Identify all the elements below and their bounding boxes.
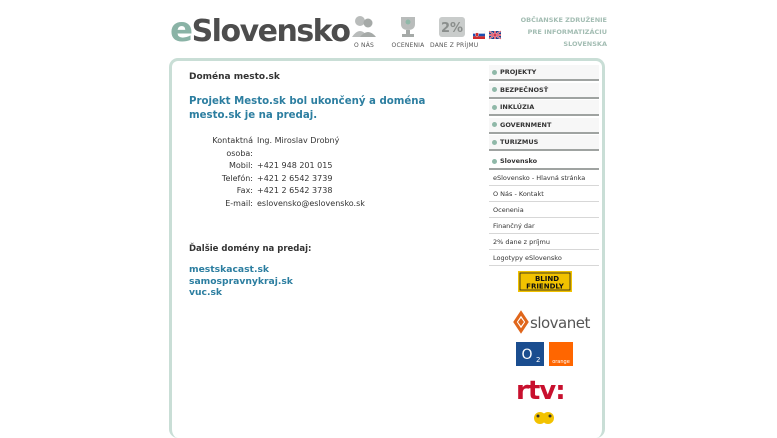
email-link[interactable]: eslovensko@eslovensko.sk xyxy=(257,198,365,208)
site-header xyxy=(0,0,777,58)
more-domains-title: Ďalšie domény na predaj: xyxy=(189,244,312,254)
nav-tax-label: DANE Z PRÍJMU xyxy=(430,42,479,49)
main-content xyxy=(189,72,479,299)
page-title: Doména mesto.sk xyxy=(189,72,280,82)
bullet-icon xyxy=(492,159,497,164)
contact-value: Ing. Miroslav Drobný xyxy=(257,136,340,145)
sidebar-item-government[interactable] xyxy=(489,118,599,134)
contact-key: E-mail: xyxy=(225,198,253,208)
english-flag-icon[interactable] xyxy=(489,24,501,32)
org-line-1: OBČIANSKE ZDRUŽENIE xyxy=(520,16,607,24)
logo-e: e xyxy=(170,10,192,50)
o2-logo[interactable] xyxy=(516,342,544,370)
bullet-icon xyxy=(492,87,497,92)
sidebar-item-projekty[interactable] xyxy=(489,65,599,81)
blind-friendly-badge[interactable] xyxy=(518,271,572,296)
orange-text: orange xyxy=(552,359,570,365)
orange-logo[interactable] xyxy=(549,342,573,370)
domain-link-samospravnykraj[interactable]: samospravnykraj.sk xyxy=(189,275,293,287)
nav-awards[interactable] xyxy=(386,14,430,49)
bullet-icon xyxy=(492,70,497,75)
sidebar xyxy=(489,65,599,266)
sidebar-item-inkluzia[interactable] xyxy=(489,100,599,116)
nav-about[interactable] xyxy=(342,14,386,49)
sidebar-item-label: INKLÚZIA xyxy=(500,103,535,111)
domain-link-mestskacast[interactable]: mestskacast.sk xyxy=(189,264,270,275)
nav-about-label: O NÁS xyxy=(353,42,375,49)
nav-tax[interactable] xyxy=(430,14,479,49)
org-line-2: PRE INFORMATIZÁCIU xyxy=(527,28,607,36)
contact-key: Kontaktná osoba: xyxy=(212,136,253,158)
sidebar-link-logos[interactable]: Logotypy eSlovensko xyxy=(489,250,599,266)
contact-row xyxy=(189,173,367,186)
sidebar-link-tax[interactable]: 2% dane z príjmu xyxy=(489,234,599,250)
bullet-icon xyxy=(492,122,497,127)
sidebar-item-label: GOVERNMENT xyxy=(500,120,552,129)
contact-row xyxy=(189,135,367,160)
people-icon xyxy=(348,14,380,40)
sidebar-item-label: PROJEKTY xyxy=(500,68,537,76)
trophy-icon xyxy=(392,14,424,40)
contact-key: Fax: xyxy=(236,186,253,195)
sidebar-link-awards[interactable]: Ocenenia xyxy=(489,202,599,218)
org-line-3: SLOVENSKA xyxy=(563,40,607,48)
sidebar-item-label: BEZPEČNOSŤ xyxy=(500,85,549,94)
logo-text: Slovensko xyxy=(191,14,350,49)
slovanet-text: slovanet xyxy=(530,314,590,332)
contact-key: Telefón: xyxy=(221,173,253,183)
contact-value: +421 2 6542 3738 xyxy=(257,186,333,195)
slovanet-logo[interactable] xyxy=(512,309,590,339)
contact-value: +421 948 201 015 xyxy=(257,161,333,170)
partner-mascot-icon[interactable] xyxy=(532,409,556,428)
nav-awards-label: OCENENIA xyxy=(391,42,425,49)
contact-row xyxy=(189,185,367,198)
domain-list xyxy=(189,264,479,299)
sidebar-section-title xyxy=(489,154,599,170)
section-title-text: Slovensko xyxy=(500,157,538,165)
bullet-icon xyxy=(492,140,497,145)
o2-text: O xyxy=(521,347,533,363)
contact-key: Mobil: xyxy=(228,161,253,170)
sidebar-link-contact[interactable]: O Nás - Kontakt xyxy=(489,186,599,202)
svg-text:2%: 2% xyxy=(440,21,464,36)
rtv-logo[interactable] xyxy=(514,375,576,409)
sale-headline: Projekt Mesto.sk bol ukončený a doména mesto.sk je na predaj. xyxy=(189,96,426,121)
sidebar-item-label: TURIZMUS xyxy=(500,138,539,146)
blind-line1: BLIND xyxy=(534,275,560,283)
site-logo[interactable] xyxy=(170,12,349,50)
sidebar-item-bezpecnost[interactable] xyxy=(489,83,599,99)
two-percent-icon xyxy=(436,14,468,40)
sidebar-item-turizmus[interactable] xyxy=(489,135,599,151)
slovak-flag-icon[interactable] xyxy=(473,24,485,32)
contact-table xyxy=(189,135,367,210)
domain-link-vuc[interactable]: vuc.sk xyxy=(189,287,223,298)
sidebar-link-home[interactable]: eSlovensko - Hlavná stránka xyxy=(489,170,599,186)
sidebar-link-donation[interactable]: Finančný dar xyxy=(489,218,599,234)
blind-line2: FRIENDLY xyxy=(526,282,564,291)
organization-tagline xyxy=(521,14,607,50)
rtv-text: rtv: xyxy=(516,376,565,406)
contact-row xyxy=(189,198,367,211)
o2-sub: 2 xyxy=(536,356,541,364)
bullet-icon xyxy=(492,105,497,110)
contact-row xyxy=(189,160,367,173)
contact-value: +421 2 6542 3739 xyxy=(257,173,333,183)
